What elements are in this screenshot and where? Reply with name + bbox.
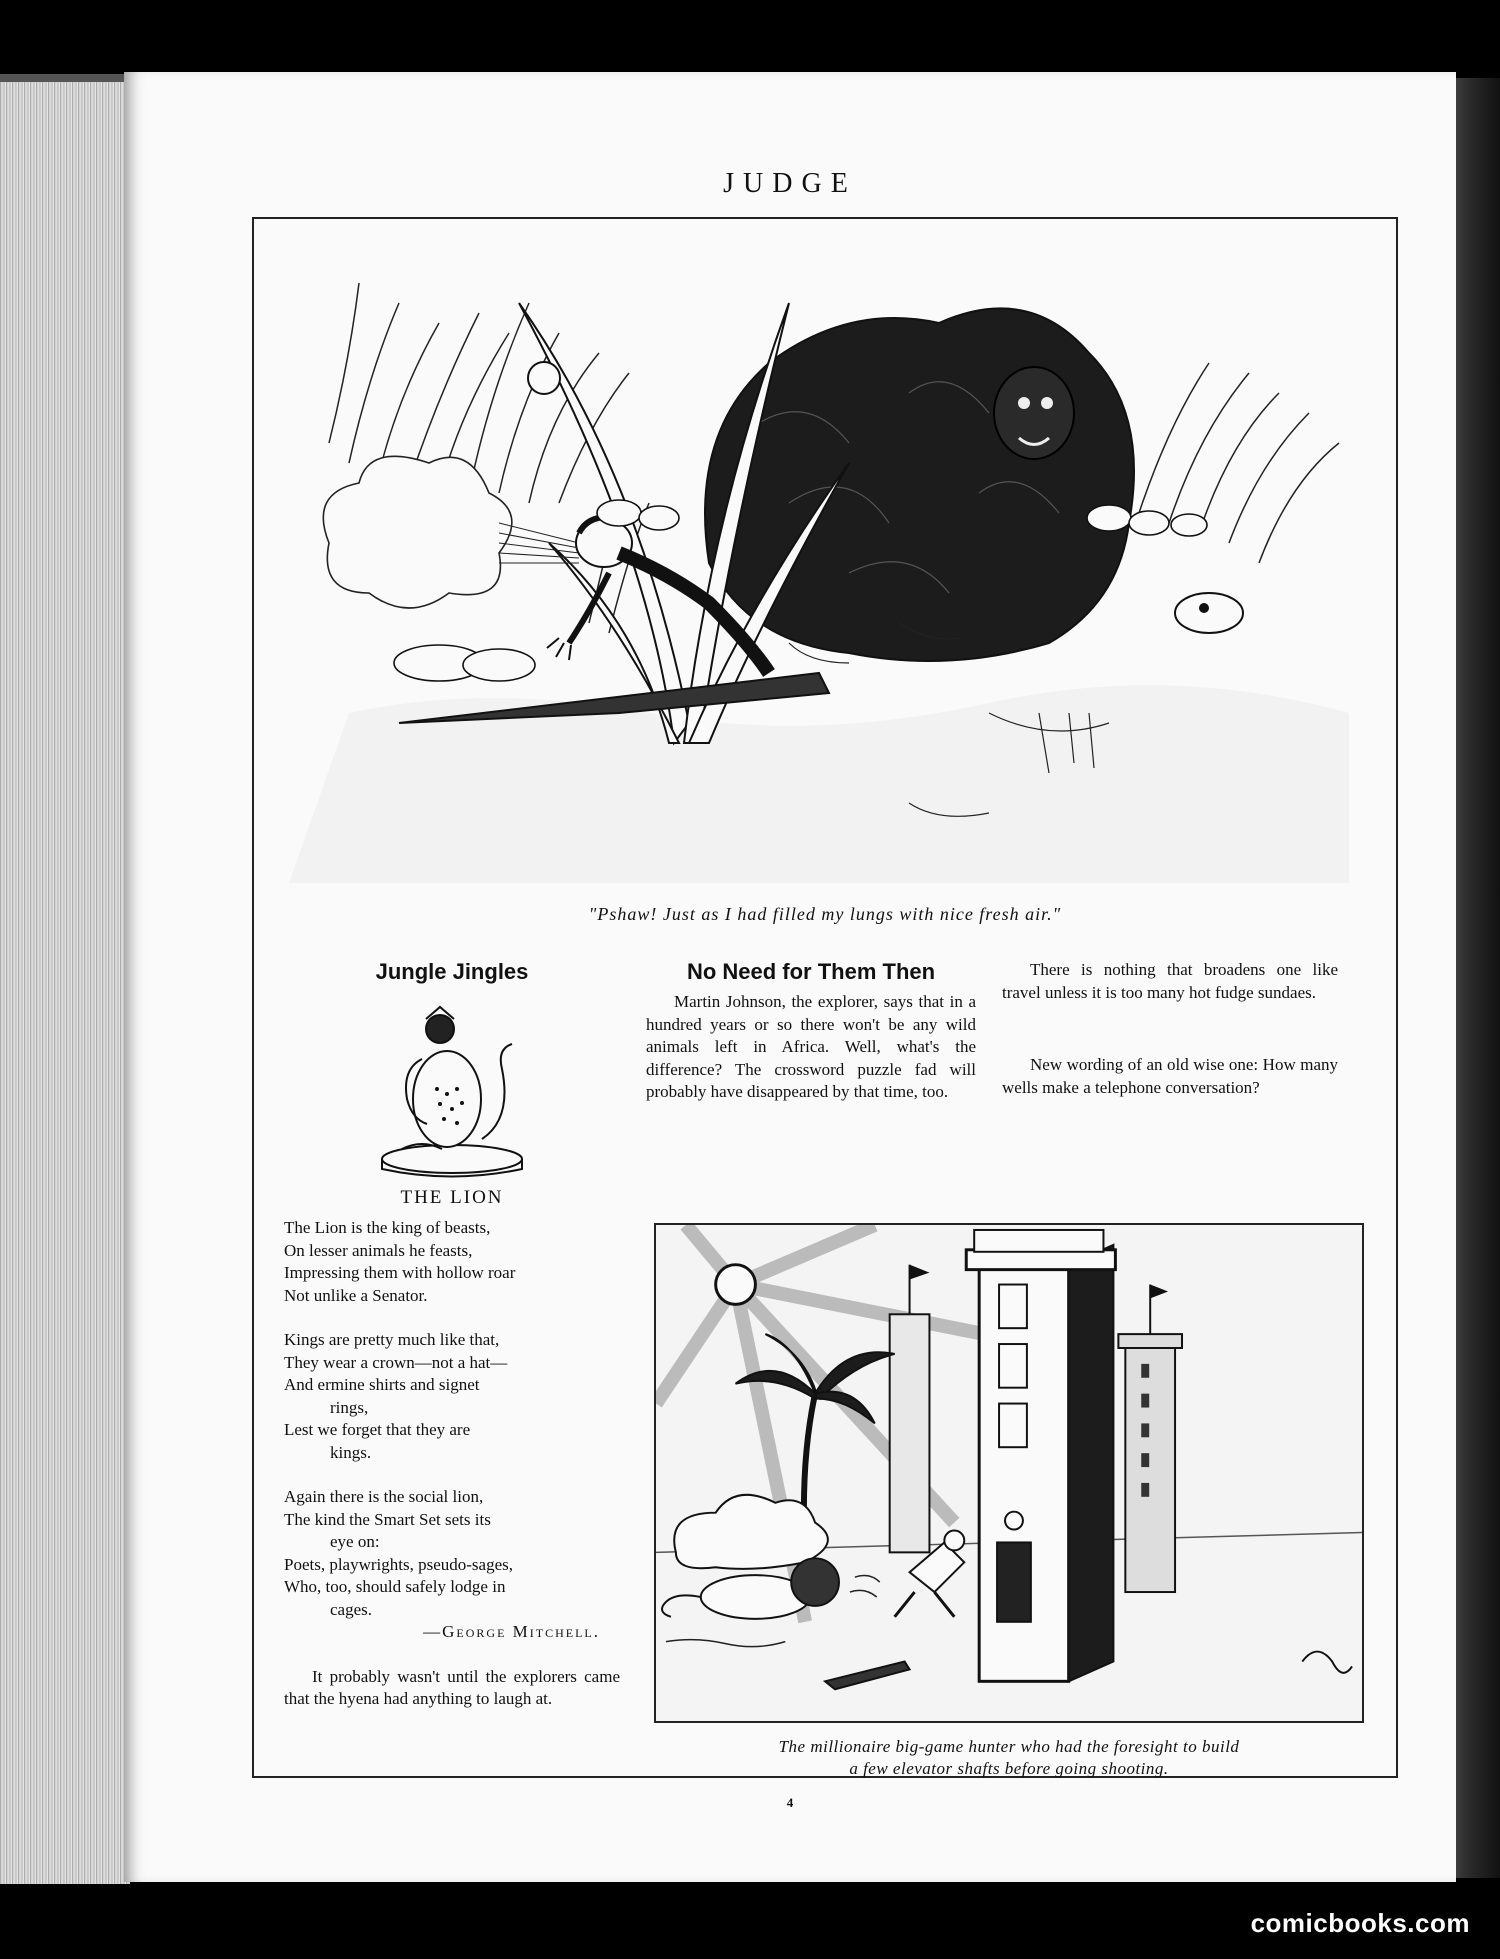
masthead: JUDGE [723, 168, 857, 199]
poem-line: kings. [330, 1442, 372, 1462]
jungle-jingles-heading: Jungle Jingles [375, 959, 529, 984]
page-number: 4 [786, 1795, 794, 1810]
poem-line: And ermine shirts and signet [284, 1375, 480, 1394]
poem-line: The Lion is the king of beasts, [284, 1218, 491, 1237]
poem-line: cages. [330, 1599, 373, 1619]
elevator-hunter-cartoon-illustration [654, 1223, 1364, 1723]
poem-line: Lest we forget that they are [284, 1420, 471, 1439]
jungle-jingles-column [284, 959, 620, 1711]
poem-line: eye on: [330, 1532, 380, 1551]
lion-poem [284, 1217, 620, 1644]
poem-line: Poets, playwrights, pseudo-sages, [284, 1554, 514, 1574]
poem-line: The kind the Smart Set sets its [284, 1509, 491, 1529]
poem-stanza-3 [284, 1486, 620, 1644]
poem-line: They wear a crown—not a hat— [284, 1352, 508, 1372]
poem-line: Not unlike a Senator. [284, 1285, 428, 1305]
no-need-heading: No Need for Them Then [686, 959, 936, 984]
poem-line: Kings are pretty much like that, [284, 1330, 500, 1349]
bottom-cartoon-caption [654, 1736, 1364, 1780]
top-cartoon-caption: "Pshaw! Just as I had filled my lungs with nice fresh air." [588, 904, 1062, 924]
jokes-column [1002, 959, 1338, 1099]
book-cover-edge [1450, 78, 1500, 1878]
wells-joke: New wording of an old wise one: How many wells make a telephone conversation? [1002, 1055, 1338, 1097]
poem-line: rings, [330, 1397, 369, 1417]
poem-line: Impressing them with hollow roar [284, 1263, 516, 1282]
jungle-cartoon-illustration [289, 243, 1364, 883]
no-need-column [646, 959, 976, 1104]
caption-line-1: The millionaire big-game hunter who had the foresight to build [778, 1737, 1240, 1756]
content-frame [252, 217, 1398, 1778]
poem-signature: —George Mitchell. [423, 1622, 600, 1641]
caption-line-2: a few elevator shafts before going shooting. [849, 1759, 1169, 1778]
book-binding-edge [0, 74, 130, 82]
book-page-stack [0, 74, 130, 1884]
poem-line: Who, too, should safely lodge in [284, 1577, 506, 1596]
magazine-page [124, 72, 1456, 1882]
hyena-joke: It probably wasn't until the explorers came that the hyena had anything to laugh at. [284, 1666, 620, 1708]
poem-line: Again there is the social lion, [284, 1487, 484, 1506]
poem-line: On lesser animals he feasts, [284, 1240, 473, 1260]
poem-title: THE LION [400, 1187, 504, 1208]
site-watermark: comicbooks.com [1250, 1908, 1470, 1938]
poem-stanza-1 [284, 1217, 620, 1307]
travel-joke: There is nothing that broadens one like travel unless it is too many hot fudge sundaes. [1002, 960, 1338, 1002]
no-need-text: Martin Johnson, the explorer, says that in a hundred years or so there won't be any wild animals left in Africa. Well, what's the difference? The crossword puzzle fad will probably have disappeared by that time, too. [646, 992, 976, 1101]
poem-stanza-2 [284, 1329, 620, 1464]
lion-on-pedestal-icon [362, 999, 542, 1179]
